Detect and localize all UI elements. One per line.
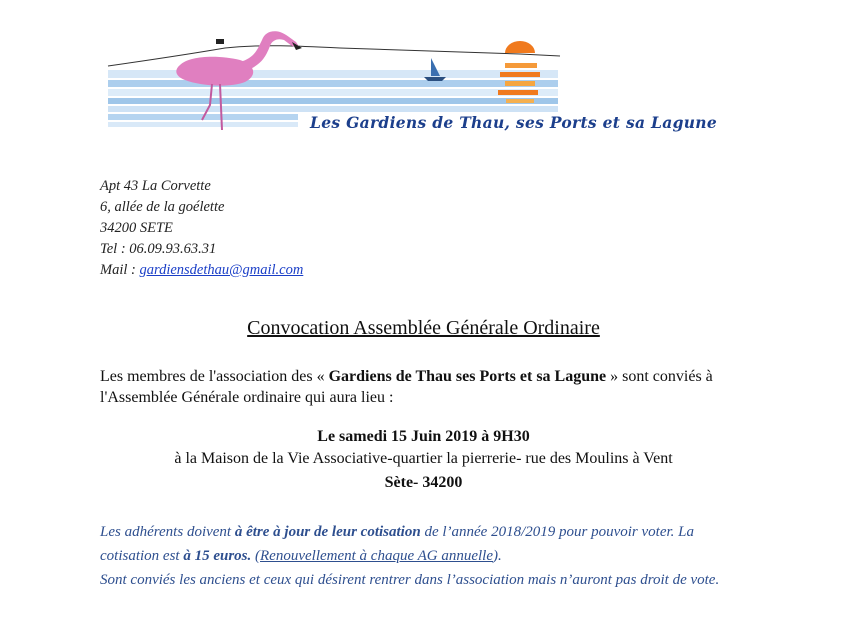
notice-s2: à être à jour de leur cotisation [234, 524, 421, 540]
notice-s4: à 15 euros. [183, 548, 252, 564]
intro-part-1: Les membres de l'association des « [100, 368, 329, 385]
notice-s7: ). [493, 548, 502, 564]
address-line-3: 34200 SETE [100, 220, 173, 236]
banner-title: Les Gardiens de Thau, ses Ports et sa Lagune [310, 113, 718, 132]
address-line-1: Apt 43 La Corvette [100, 178, 211, 194]
header-banner [0, 0, 847, 150]
address-tel: Tel : 06.09.93.63.31 [100, 241, 217, 257]
event-date: Le samedi 15 Juin 2019 à 9H30 [317, 428, 530, 445]
membership-notice [100, 520, 750, 592]
mail-label: Mail : [100, 262, 140, 278]
sender-address [100, 176, 303, 281]
association-name: Gardiens de Thau ses Ports et sa Lagune [328, 368, 607, 385]
notice-s6: Renouvellement à chaque AG annuelle [260, 548, 493, 564]
email-link[interactable]: gardiensdethau@gmail.com [139, 262, 304, 278]
intro-part-2: » sont conviés à l'Assemblée Générale ordinaire qui aura lieu : [100, 368, 713, 406]
event-city: Sète- 34200 [384, 474, 463, 491]
intro-paragraph [100, 366, 750, 408]
notice-s5: ( [251, 548, 261, 564]
address-line-2: 6, allée de la goélette [100, 199, 225, 215]
address-mail [100, 260, 303, 281]
document-title: Convocation Assemblée Générale Ordinaire [247, 317, 600, 339]
notice-s8: Sont conviés les anciens et ceux qui désirent rentrer dans l’association mais n’auront pas droit de vote. [100, 572, 720, 588]
notice-s3: de l’année 2018/2019 pour pouvoir voter. La cotisation est [100, 524, 694, 564]
notice-s1: Les adhérents doivent [100, 524, 235, 540]
event-place: à la Maison de la Vie Associative-quartier la pierrerie- rue des Moulins à Vent [174, 450, 673, 467]
